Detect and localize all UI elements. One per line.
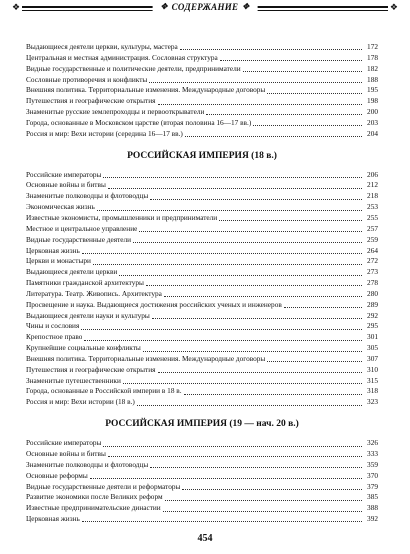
- toc-entry-page: 273: [367, 267, 378, 277]
- toc-entry: [26, 503, 378, 514]
- toc-entry-label: Выдающиеся деятели науки и культуры: [26, 310, 150, 320]
- toc-entry-page: 305: [367, 343, 378, 353]
- dot-leader: [146, 284, 362, 286]
- toc-entry-label: Церковная жизнь: [26, 245, 80, 255]
- toc-entry: [26, 471, 378, 482]
- toc-entry-page: 255: [367, 212, 378, 222]
- toc-entry: [26, 75, 378, 86]
- toc-entry-label: Выдающиеся деятели церкви: [26, 267, 118, 277]
- toc-entry-page: 204: [367, 128, 378, 138]
- ornament-icon: ✥: [242, 2, 250, 11]
- dot-leader: [90, 477, 362, 479]
- toc-entry-label: Знаменитые русские землепроходцы и первооткрыватели: [26, 107, 205, 117]
- toc-entry: [26, 449, 378, 460]
- toc-entry-label: Города, основанные в Московском царстве (вторая половина 16—17 вв.): [26, 117, 252, 127]
- toc-entry-label: Сословные противоречия и конфликты: [26, 74, 148, 84]
- dot-leader: [137, 404, 362, 406]
- ornament-icon: ✥: [160, 2, 168, 11]
- toc-entry-label: Знаменитые полководцы и флотоводцы: [26, 459, 149, 469]
- toc-entry: [26, 246, 378, 257]
- toc-entry-page: 323: [367, 397, 378, 407]
- toc-entry-page: 379: [367, 481, 378, 491]
- toc-entry-label: Видные государственные и политические деятели, предприниматели: [26, 63, 241, 73]
- toc-entry: [26, 438, 378, 449]
- toc-entry-label: Россия и мир: Вехи истории (середина 16—17 вв.): [26, 128, 183, 138]
- toc-entry-page: 218: [367, 191, 378, 201]
- toc-entry-label: Знаменитые полководцы и флотоводцы: [26, 191, 149, 201]
- dot-leader: [108, 455, 362, 457]
- toc-entry: [26, 278, 378, 289]
- page-number: 454: [197, 533, 213, 544]
- toc-entry-label: Центральная и местная администрация. Сословная структура: [26, 52, 218, 62]
- toc-entry-page: 392: [367, 514, 378, 524]
- dot-leader: [219, 219, 362, 221]
- toc-entry-label: Литература. Театр. Живопись. Архитектура: [26, 288, 162, 298]
- toc-entry-label: Крупнейшие социальные конфликты: [26, 343, 141, 353]
- toc-entry: [26, 365, 378, 376]
- toc-entry-label: Россия и мир: Вехи истории (18 в.): [26, 397, 135, 407]
- toc-entry-page: 307: [367, 353, 378, 363]
- toc-entry: [26, 224, 378, 235]
- dot-leader: [206, 113, 362, 115]
- dot-leader: [81, 328, 362, 330]
- toc-entry-label: Выдающиеся деятели церкви, культуры, мастера: [26, 42, 178, 51]
- dot-leader: [220, 59, 362, 61]
- toc-entry-label: Российские императоры: [26, 169, 102, 179]
- toc-entry-page: 292: [367, 310, 378, 320]
- dot-leader: [103, 445, 362, 447]
- toc-entry: [26, 386, 378, 397]
- section-title-18c: РОССИЙСКАЯ ИМПЕРИЯ (18 в.): [127, 150, 277, 161]
- toc-entry: [26, 300, 378, 311]
- toc-entry: [26, 332, 378, 343]
- toc-entry-page: 259: [367, 234, 378, 244]
- toc-entry-page: 289: [367, 299, 378, 309]
- toc-entry: [26, 96, 378, 107]
- toc-entry-page: 280: [367, 288, 378, 298]
- toc-entry-page: 188: [367, 74, 378, 84]
- toc-entry-page: 295: [367, 321, 378, 331]
- toc-entry: [26, 107, 378, 118]
- toc-entry-page: 212: [367, 180, 378, 190]
- toc-entry-label: Видные государственные деятели и реформаторы: [26, 481, 181, 491]
- toc-entry-label: Чины и сословия: [26, 321, 80, 331]
- toc-entry-page: 333: [367, 449, 378, 458]
- toc-entry: [26, 235, 378, 246]
- dot-leader: [97, 209, 362, 211]
- toc-entry-page: 253: [367, 202, 378, 212]
- toc-entry-page: 385: [367, 492, 378, 502]
- dot-leader: [180, 48, 362, 50]
- ornament-left-icon: ❖: [12, 2, 21, 12]
- dot-leader: [149, 81, 362, 83]
- toc-entry-label: Церковная жизнь: [26, 514, 80, 524]
- running-header: [12, 4, 398, 24]
- toc-entry: [26, 311, 378, 322]
- toc-content: [26, 42, 378, 525]
- toc-entry-label: Развитие экономики после Великих реформ: [26, 492, 163, 502]
- toc-entry-page: 318: [367, 386, 378, 396]
- toc-entry-label: Просвещение и наука. Выдающиеся достижения российских ученых и инженеров: [26, 299, 282, 309]
- dot-leader: [184, 393, 362, 395]
- toc-entry-page: 272: [367, 256, 378, 266]
- dot-leader: [182, 488, 362, 490]
- toc-entry-label: Местное и центральное управление: [26, 223, 138, 233]
- toc-entry: [26, 321, 378, 332]
- toc-entry-page: 172: [367, 42, 378, 51]
- toc-entry: [26, 482, 378, 493]
- dot-leader: [108, 187, 362, 189]
- toc-entry-page: 388: [367, 503, 378, 513]
- toc-entry-page: 315: [367, 375, 378, 385]
- toc-entry-page: 198: [367, 96, 378, 106]
- dot-leader: [84, 339, 362, 341]
- toc-entry-label: Путешествия и географические открытия: [26, 96, 156, 106]
- toc-entry-page: 370: [367, 470, 378, 480]
- toc-entry-page: 301: [367, 332, 378, 342]
- dot-leader: [103, 176, 362, 178]
- dot-leader: [158, 371, 363, 373]
- dot-leader: [82, 252, 362, 254]
- dot-leader: [165, 499, 362, 501]
- toc-entry: [26, 170, 378, 181]
- toc-entry-page: 257: [367, 223, 378, 233]
- toc-entry: [26, 64, 378, 75]
- toc-entry-label: Церкви и монастыри: [26, 256, 91, 266]
- dot-leader: [119, 274, 362, 276]
- toc-entry: [26, 376, 378, 387]
- toc-entry: [26, 460, 378, 471]
- toc-entry-label: Знаменитые путешественники: [26, 375, 121, 385]
- dot-leader: [185, 135, 362, 137]
- toc-entry: [26, 267, 378, 278]
- dot-leader: [243, 70, 362, 72]
- toc-entry-label: Видные государственные деятели: [26, 234, 132, 244]
- toc-entry-page: 359: [367, 459, 378, 469]
- header-title: СОДЕРЖАНИЕ: [171, 2, 239, 12]
- toc-entry: [26, 492, 378, 503]
- dot-leader: [150, 466, 362, 468]
- toc-entry-page: 195: [367, 85, 378, 95]
- toc-entry: [26, 514, 378, 525]
- toc-entry-label: Основные реформы: [26, 470, 88, 480]
- dot-leader: [152, 317, 362, 319]
- section-title-19c: РОССИЙСКАЯ ИМПЕРИЯ (19 — нач. 20 в.): [105, 419, 299, 430]
- dot-leader: [158, 103, 363, 105]
- toc-entry: [26, 202, 378, 213]
- dot-leader: [164, 295, 362, 297]
- header-title-box: [153, 2, 258, 12]
- toc-entry-page: 203: [367, 117, 378, 127]
- toc-entry-label: Экономическая жизнь: [26, 202, 95, 212]
- dot-leader: [123, 382, 362, 384]
- toc-entry: [26, 256, 378, 267]
- toc-entry-page: 178: [367, 52, 378, 62]
- dot-leader: [150, 198, 362, 200]
- toc-entry-page: 182: [367, 63, 378, 73]
- toc-entry-label: Российские императоры: [26, 438, 102, 448]
- toc-entry: [26, 42, 378, 53]
- toc-entry: [26, 53, 378, 64]
- toc-block-19c: [26, 438, 378, 525]
- toc-entry: [26, 129, 378, 140]
- toc-entry: [26, 118, 378, 129]
- toc-entry-label: Внешняя политика. Территориальные изменения. Международные договоры: [26, 85, 266, 95]
- toc-entry-label: Основные войны и битвы: [26, 449, 106, 458]
- dot-leader: [143, 350, 362, 352]
- toc-entry: [26, 180, 378, 191]
- dot-leader: [93, 263, 362, 265]
- toc-entry-page: 310: [367, 364, 378, 374]
- toc-entry-label: Путешествия и географические открытия: [26, 364, 156, 374]
- toc-entry-label: Известные предпринимательские династии: [26, 503, 161, 513]
- dot-leader: [284, 306, 362, 308]
- toc-entry-page: 200: [367, 107, 378, 117]
- toc-entry-page: 278: [367, 278, 378, 288]
- toc-entry: [26, 85, 378, 96]
- toc-entry-page: 206: [367, 169, 378, 179]
- toc-entry: [26, 289, 378, 300]
- toc-entry: [26, 354, 378, 365]
- toc-block-1: [26, 42, 378, 140]
- toc-entry: [26, 343, 378, 354]
- dot-leader: [139, 230, 362, 232]
- toc-entry-label: Памятники гражданской архитектуры: [26, 278, 144, 288]
- toc-entry: [26, 191, 378, 202]
- ornament-right-icon: ❖: [389, 2, 398, 12]
- toc-entry-page: 264: [367, 245, 378, 255]
- toc-entry-label: Крепостное право: [26, 332, 83, 342]
- dot-leader: [253, 124, 362, 126]
- toc-block-18c: [26, 170, 378, 409]
- toc-entry: [26, 213, 378, 224]
- dot-leader: [163, 510, 362, 512]
- toc-entry-label: Известные экономисты, промышленники и предприниматели: [26, 212, 218, 222]
- dot-leader: [133, 241, 362, 243]
- toc-entry-label: Внешняя политика. Территориальные изменения. Международные договоры: [26, 353, 266, 363]
- toc-entry-label: Основные войны и битвы: [26, 180, 106, 190]
- toc-entry-label: Города, основанные в Российской империи в 18 в.: [26, 386, 182, 396]
- dot-leader: [82, 520, 362, 522]
- dot-leader: [267, 360, 362, 362]
- dot-leader: [267, 92, 362, 94]
- toc-entry: [26, 397, 378, 408]
- toc-entry-page: 326: [367, 438, 378, 448]
